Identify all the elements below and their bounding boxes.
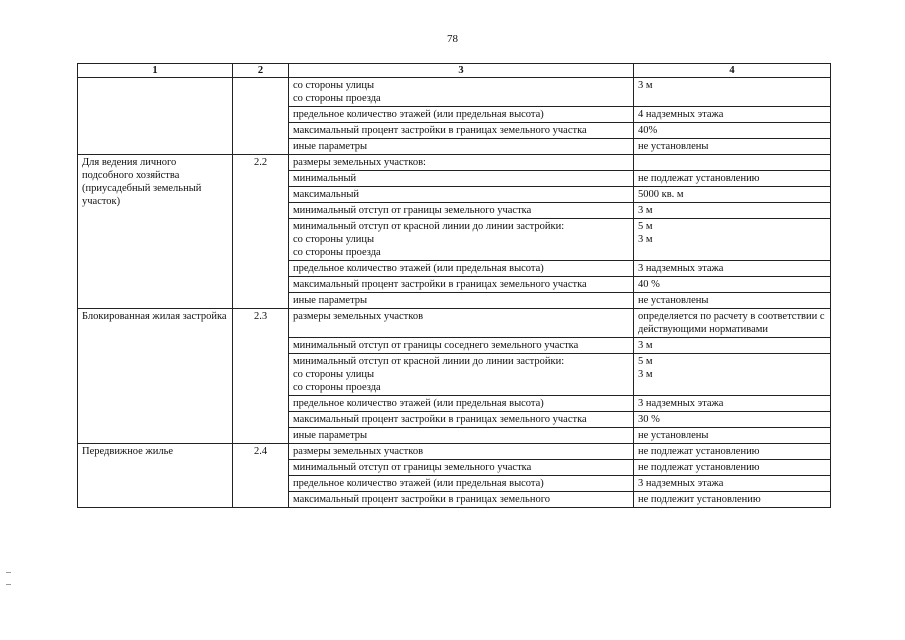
parameter-cell: иные параметры [289,139,634,155]
parameter-cell: предельное количество этажей (или предельная высота) [289,476,634,492]
parameter-cell: минимальный отступ от границы соседнего земельного участка [289,338,634,354]
parameter-cell: минимальный [289,171,634,187]
parameter-cell: максимальный процент застройки в границах земельного участка [289,123,634,139]
value-cell: не установлены [634,139,831,155]
code-cell: 2.4 [233,444,289,508]
value-cell: не подлежат установлению [634,460,831,476]
parameter-cell: предельное количество этажей (или предельная высота) [289,261,634,277]
value-cell: не подлежит установлению [634,492,831,508]
parameter-cell: минимальный отступ от границы земельного участка [289,460,634,476]
value-cell: 30 % [634,412,831,428]
table-row [78,444,831,460]
parameter-cell [289,219,634,261]
value-cell [634,155,831,171]
use-type-cell [78,78,233,155]
page-number: 78 [447,33,458,45]
code-cell: 2.2 [233,155,289,309]
parameter-cell: максимальный процент застройки в границах земельного участка [289,277,634,293]
value-cell: не установлены [634,428,831,444]
value-cell: 3 м [634,203,831,219]
value-cell: 3 надземных этажа [634,396,831,412]
value-line: 5 м 3 м [638,356,653,380]
table-row [78,309,831,338]
parameter-cell: максимальный процент застройки в границах земельного [289,492,634,508]
margin-mark [6,584,11,585]
use-type-cell: Передвижное жилье [78,444,233,508]
use-type-cell: Блокированная жилая застройка [78,309,233,444]
parameter-cell: предельное количество этажей (или предельная высота) [289,107,634,123]
value-cell: 40 % [634,277,831,293]
parameter-cell: предельное количество этажей (или предельная высота) [289,396,634,412]
parameter-cell [289,354,634,396]
value-cell: не подлежат установлению [634,171,831,187]
value-cell: 40% [634,123,831,139]
parameter-cell: иные параметры [289,428,634,444]
value-cell: не установлены [634,293,831,309]
use-type-cell: Для ведения личного подсобного хозяйства (приусадебный земельный участок) [78,155,233,309]
value-line: 5 м 3 м [638,221,653,245]
parameter-cell: размеры земельных участков [289,444,634,460]
parameter-cell [289,78,634,107]
parameter-line: минимальный отступ от красной линии до линии застройки: со стороны улицы со стороны проезда [293,356,565,393]
regulations-table [77,63,831,508]
table-header-row [78,64,831,78]
value-cell: 5000 кв. м [634,187,831,203]
table-row [78,78,831,107]
value-cell: 3 надземных этажа [634,476,831,492]
column-header: 2 [233,64,289,78]
parameter-cell: минимальный отступ от границы земельного участка [289,203,634,219]
parameter-cell: максимальный процент застройки в границах земельного участка [289,412,634,428]
column-header: 3 [289,64,634,78]
value-cell: 3 надземных этажа [634,261,831,277]
value-cell [634,354,831,396]
margin-mark [6,572,11,573]
value-cell: не подлежат установлению [634,444,831,460]
column-header: 4 [634,64,831,78]
parameter-cell: иные параметры [289,293,634,309]
parameter-cell: максимальный [289,187,634,203]
code-cell [233,78,289,155]
value-cell: 3 м [634,78,831,107]
value-cell: 4 надземных этажа [634,107,831,123]
code-cell: 2.3 [233,309,289,444]
parameter-cell: размеры земельных участков: [289,155,634,171]
parameter-line: со стороны улицы со стороны проезда [293,80,381,104]
value-cell: определяется по расчету в соответствии с действующими нормативами [634,309,831,338]
table-row [78,155,831,171]
value-cell: 3 м [634,338,831,354]
column-header: 1 [78,64,233,78]
value-cell [634,219,831,261]
parameter-line: минимальный отступ от красной линии до линии застройки: со стороны улицы со стороны проезда [293,221,565,258]
parameter-cell: размеры земельных участков [289,309,634,338]
